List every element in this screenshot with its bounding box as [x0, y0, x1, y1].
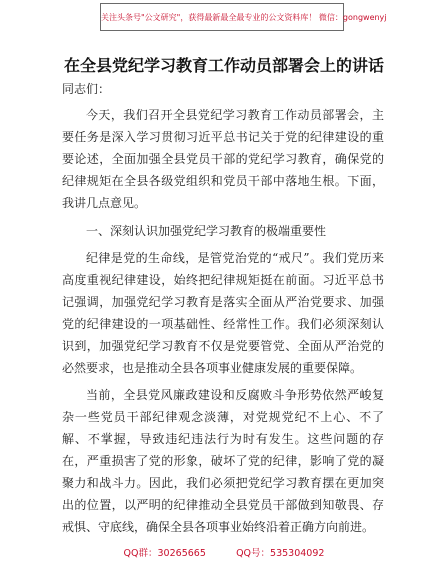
document-body [62, 79, 384, 538]
body-paragraph: 当前，全县党风廉政建设和反腐败斗争形势依然严峻复杂一些党员干部纪律观念淡薄，对党规党纪不上心、不了解、不掌握，导致违纪违法行为时有发生。这些问题的存在，严重损害了党的形象，破坏了党的纪律，影响了党的凝聚力和战斗力。因此，我们必须把党纪学习教育摆在更加突出的位置，以严明的纪律推动全县党员干部做到知敬畏、存戒惧、守底线，确保全县各项事业始终沿着正确方向前进。 [62, 388, 384, 534]
salutation: 同志们： [62, 82, 111, 96]
body-paragraph: 纪律是党的生命线，是管党治党的“戒尺”。我们党历来高度重视纪律建设，始终把纪律规矩挺在前面。习近平总书记强调，加强党纪学习教育是落实全面从严治党要求、加强党的纪律建设的一项基础性、经常性工作。我们必须深刻认识到，加强党纪学习教育不仅是党要管党、全面从严治党的必然要求，也是推动全县各项事业健康发展的重要保障。 [62, 251, 384, 375]
intro-paragraph: 今天，我们召开全县党纪学习教育工作动员部署会，主要任务是深入学习贯彻习近平总书记关于党的纪律建设的重要论述，全面加强全县党员干部的党纪学习教育，确保党的纪律规矩在全县各级党组织和党员干部中落地生根。下面，我讲几点意见。 [62, 108, 384, 210]
qq-group-label: QQ群： [123, 548, 158, 559]
section-heading: 一、深刻认识加强党纪学习教育的极端重要性 [86, 224, 327, 238]
header-banner: 关注头条号"公文研究"，获得最新最全最专业的公文资料库！ 微信：gongwenyj [100, 3, 344, 31]
qq-label: QQ号： [236, 548, 271, 559]
qq-group-number: 30265665 [157, 548, 206, 559]
footer-contact [0, 545, 448, 559]
document-title: 在全县党纪学习教育工作动员部署会上的讲话 [63, 56, 384, 75]
qq-number: 535304092 [270, 548, 325, 559]
